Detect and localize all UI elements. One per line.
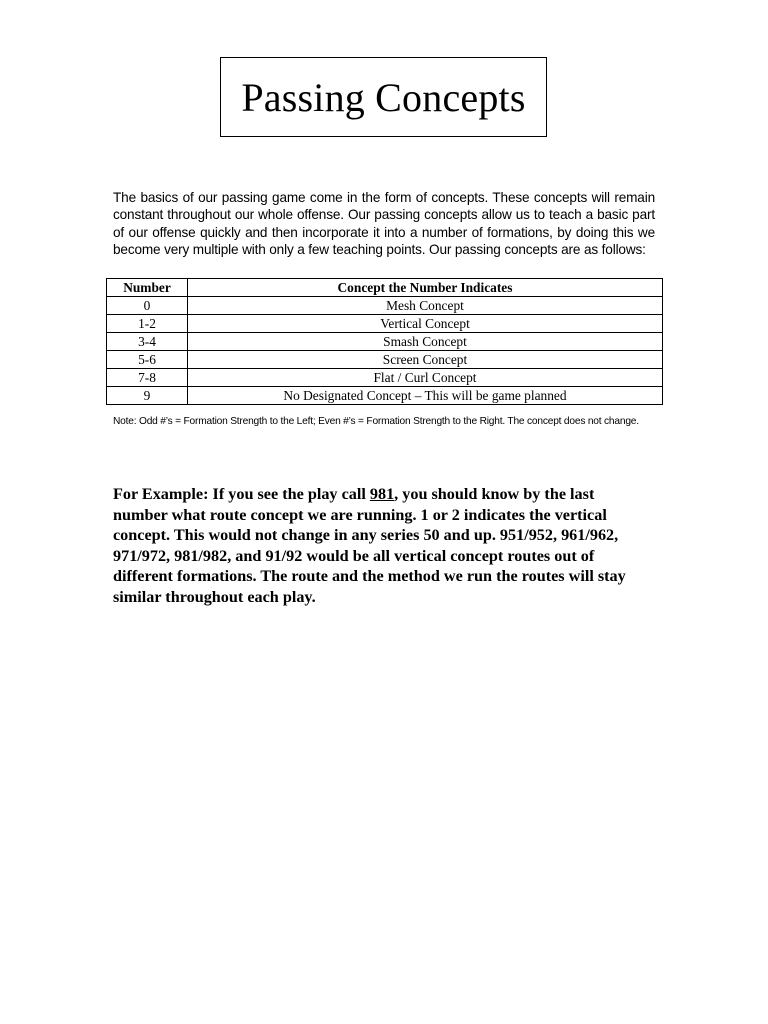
- table-header-row: [107, 279, 663, 297]
- table-row: [107, 351, 663, 369]
- play-call-number: 981: [369, 485, 395, 504]
- cell-number: 1-2: [107, 315, 188, 333]
- column-header-number: Number: [107, 279, 188, 297]
- example-paragraph: [113, 484, 633, 607]
- cell-concept: Flat / Curl Concept: [188, 369, 663, 387]
- table-row: [107, 315, 663, 333]
- cell-concept: Mesh Concept: [188, 297, 663, 315]
- example-text-before: If you see the play call: [208, 485, 370, 504]
- cell-concept: Smash Concept: [188, 333, 663, 351]
- table-note: Note: Odd #’s = Formation Strength to the Left; Even #’s = Formation Strength to the Right. The concept does not change.: [113, 416, 639, 428]
- cell-number: 5-6: [107, 351, 188, 369]
- concepts-table: [106, 278, 663, 405]
- cell-number: 9: [107, 387, 188, 405]
- title-box: [220, 57, 547, 137]
- table-row: [107, 297, 663, 315]
- cell-concept: Screen Concept: [188, 351, 663, 369]
- cell-concept: Vertical Concept: [188, 315, 663, 333]
- table-row: [107, 333, 663, 351]
- page-title: Passing Concepts: [241, 74, 526, 120]
- example-text-after: , you should know by the last number what route concept we are running. 1 or 2 indicates the vertical concept. This would not change in any series 50 and up. 951/952, 961/962, 971/972, 981/982, and 91/92 would be all vertical concept routes out of different formations. The route and the method we run the routes will stay similar throughout each play.: [113, 485, 626, 606]
- intro-paragraph: The basics of our passing game come in the form of concepts. These concepts will remain constant throughout our whole offense. Our passing concepts allow us to teach a basic part of our offense quickly and then incorporate it into a number of formations, by doing this we become very multiple with only a few teaching points. Our passing concepts are as follows:: [113, 189, 655, 258]
- table-row: [107, 387, 663, 405]
- cell-concept: No Designated Concept – This will be game planned: [188, 387, 663, 405]
- table-row: [107, 369, 663, 387]
- cell-number: 7-8: [107, 369, 188, 387]
- cell-number: 0: [107, 297, 188, 315]
- cell-number: 3-4: [107, 333, 188, 351]
- column-header-concept: Concept the Number Indicates: [188, 279, 663, 297]
- example-label: For Example:: [113, 485, 209, 504]
